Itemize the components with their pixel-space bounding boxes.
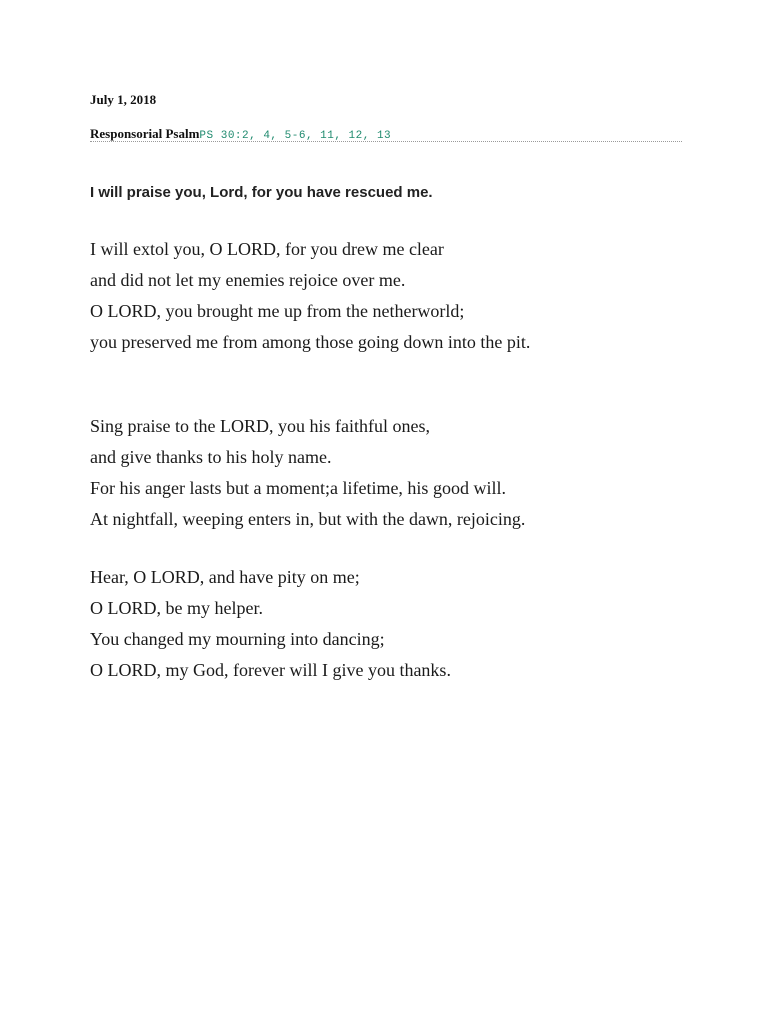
refrain: I will praise you, Lord, for you have rescued me. <box>90 184 433 201</box>
stanza-1 <box>90 234 530 358</box>
heading-label: Responsorial Psalm <box>90 126 200 141</box>
date-line: July 1, 2018 <box>90 92 157 107</box>
verse-line: Sing praise to the LORD, you his faithful ones, <box>90 416 430 436</box>
verse-line: O LORD, my God, forever will I give you thanks. <box>90 660 451 680</box>
verse-line: At nightfall, weeping enters in, but with the dawn, rejoicing. <box>90 509 526 529</box>
verse-line: O LORD, you brought me up from the netherworld; <box>90 301 465 321</box>
verse-line: and did not let my enemies rejoice over me. <box>90 270 406 290</box>
stanza-2 <box>90 411 525 535</box>
verse-line: For his anger lasts but a moment;a lifetime, his good will. <box>90 478 506 498</box>
psalm-reference: PS 30:2, 4, 5-6, 11, 12, 13 <box>199 130 392 142</box>
verse-line: you preserved me from among those going down into the pit. <box>90 332 531 352</box>
psalm-heading <box>90 125 682 142</box>
stanza-3 <box>90 562 451 686</box>
verse-line: I will extol you, O LORD, for you drew me clear <box>90 239 444 259</box>
verse-line: You changed my mourning into dancing; <box>90 629 385 649</box>
verse-line: Hear, O LORD, and have pity on me; <box>90 567 360 587</box>
verse-line: O LORD, be my helper. <box>90 598 263 618</box>
verse-line: and give thanks to his holy name. <box>90 447 332 467</box>
